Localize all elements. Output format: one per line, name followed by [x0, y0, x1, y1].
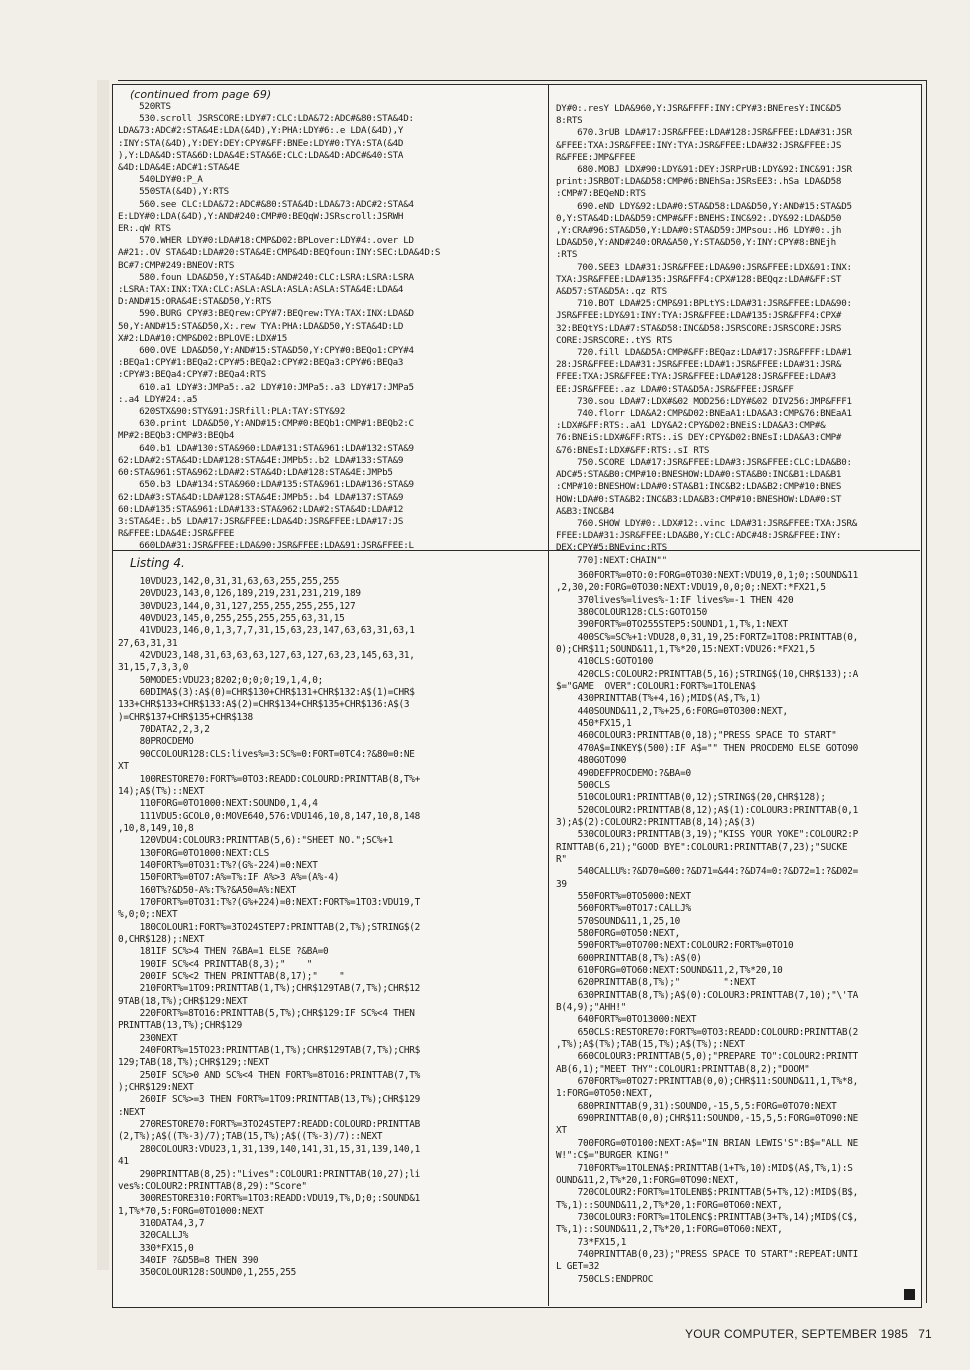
- code-line: ER:.qW RTS: [118, 223, 171, 235]
- code-line: 430PRINTTAB(T%+4,16);MID$(A$,T%,1): [556, 693, 761, 705]
- listing-title: Listing 4.: [130, 556, 185, 570]
- code-line: &4D:LDA&4E:ADC#1:STA&4E: [118, 162, 240, 174]
- code-line: 440SOUND&11,2,T%+25,6:FORG=0TO300:NEXT,: [556, 705, 788, 717]
- code-line: D:AND#15:ORA&4E:STA&D50,Y:RTS: [118, 296, 272, 308]
- code-line: ,2,30,20:FORG=0TO30:NEXT:VDU19,0,0;0;:NEXT:*FX21,5: [556, 582, 826, 594]
- code-line: 750.SCORE LDA#17:JSR&FFEE:LDA#3:JSR&FFEE:CLC:LDA&B0:: [556, 456, 852, 468]
- code-line: 420CLS:COLOUR2:PRINTTAB(5,16);STRING$(10,CHR$133);:A: [556, 668, 859, 680]
- code-line: R": [556, 853, 567, 865]
- code-line: 500CLS: [556, 779, 610, 791]
- code-line: 129;TAB(18,T%);CHR$129;:NEXT: [118, 1057, 270, 1069]
- code-line: :NEXT: [118, 1106, 145, 1118]
- code-line: 460COLOUR3:PRINTTAB(0,18);"PRESS SPACE TO START": [556, 730, 837, 742]
- code-line: DEX:CPY#5:BNEvinc:RTS: [556, 542, 667, 554]
- code-line: TXA:JSR&FFEE:LDA#135:JSR&FFF4:CPX#128:BEQqz:LDA#&FF:ST: [556, 273, 842, 285]
- code-line: 62:LDA#3:STA&4D:LDA#128:STA&4E:JMPb5:.b4 LDA#137:STA&9: [118, 491, 404, 503]
- code-line: 3);A$(2):COLOUR2:PRINTTAB(8,14);A$(3): [556, 816, 756, 828]
- code-line: 370lives%=lives%-1:IF lives%=-1 THEN 420: [556, 594, 794, 606]
- code-line: 76:BNEiS:LDX#&FF:RTS:.iS DEY:CPY&D02:BNEsI:LDA&A3:CMP#: [556, 432, 842, 444]
- page-edge: [97, 80, 109, 1270]
- code-line: 1,T%*70,5:FORG=0TO1000:NEXT: [118, 1205, 264, 1217]
- code-line: :LSRA:TAX:INX:TXA:CLC:ASLA:ASLA:ASLA:ASLA:STA&4E:LDA&4: [118, 284, 404, 296]
- code-line: 400SC%=SC%+1:VDU28,0,31,19,25:FORTZ=1TO8:PRINTTAB(0,: [556, 631, 859, 643]
- code-line: DY#0:.resY LDA&960,Y:JSR&FFFF:INY:CPY#3:BNEresY:INC&D5: [556, 103, 842, 114]
- code-line: 41VDU23,146,0,1,3,7,7,31,15,63,23,147,63,63,31,63,1: [118, 625, 415, 637]
- page-footer: [685, 1327, 932, 1341]
- code-line: 220FORT%=8TO16:PRINTTAB(5,T%);CHR$129:IF SC%<4 THEN: [118, 1008, 415, 1020]
- code-line: 650CLS:RESTORE70:FORT%=0TO3:READD:COLOURD:PRINTTAB(2: [556, 1026, 859, 1038]
- code-column-bottom-right: [556, 570, 916, 1292]
- code-line: 600.OVE LDA&D50,Y:AND#15:STA&D50,Y:CPY#0:BEQo1:CPY#4: [118, 345, 414, 357]
- code-column-top-left: [118, 101, 538, 552]
- code-line: 120VDU4:COLOUR3:PRINTTAB(5,6):"SHEET NO.";SC%+1: [118, 835, 394, 847]
- code-line: XT: [556, 1125, 567, 1137]
- code-line: 260IF SC%>=3 THEN FORT%=1TO9:PRINTTAB(13,T%);CHR$129: [118, 1094, 421, 1106]
- code-line: :BEQa1:CPY#1:BEQa2:CPY#5:BEQa2:CPY#2:BEQa3:CPY#6:BEQa3: [118, 357, 404, 369]
- code-line: 610FORG=0TO60:NEXT:SOUND&11,2,T%*20,10: [556, 965, 783, 976]
- code-line: 210FORT%=1TO9:PRINTTAB(1,T%);CHR$129TAB(7,T%);CHR$12: [118, 983, 421, 995]
- code-line: 62:LDA#2:STA&4D:LDA#128:STA&4E:JMPb5:.b2 LDA#133:STA&9: [118, 454, 404, 466]
- code-line: 111VDU5:GCOL0,0:MOVE640,576:VDU146,10,8,147,10,8,148: [118, 810, 421, 822]
- code-line: 700FORG=0TO100:NEXT:A$="IN BRIAN LEWIS'S":B$="ALL NE: [556, 1137, 859, 1149]
- code-line: ),Y:LDA&4D:STA&6D:LDA&4E:STA&6E:CLC:LDA&4D:ADC#&40:STA: [118, 149, 404, 161]
- code-line: BC#7:CMP#249:BNEOV:RTS: [118, 259, 235, 271]
- code-line: 250IF SC%>0 AND SC%<4 THEN FORT%=8TO16:PRINTTAB(7,T%: [118, 1069, 421, 1081]
- code-line: 230NEXT: [118, 1032, 178, 1044]
- code-line: FFEE:LDA#31:JSR&FFEE:LDA&B0,Y:CLC:ADC#48:JSR&FFEE:INY:: [556, 530, 842, 542]
- code-line: print:JSRBOT:LDA&D58:CMP#6:BNEhSa:JSRsEE3:.hSa LDA&D58: [556, 176, 842, 188]
- code-line: 670.3rUB LDA#17:JSR&FFEE:LDA#128:JSR&FFEE:LDA#31:JSR: [556, 127, 852, 139]
- code-line: 100RESTORE70:FORT%=0TO3:READD:COLOURD:PRINTTAB(8,T%+: [118, 773, 421, 785]
- code-line: 41: [118, 1156, 129, 1168]
- code-line: 30VDU23,144,0,31,127,255,255,255,255,127: [118, 600, 356, 612]
- code-line: 280COLOUR3:VDU23,1,31,139,140,141,31,15,31,139,140,1: [118, 1143, 421, 1155]
- code-line: 90CCOLOUR128:CLS:lives%=3:SC%=0:FORT=0TC4:?&80=0:NE: [118, 748, 415, 760]
- code-line: 80PROCDEMO: [118, 736, 194, 748]
- code-line: 530.scroll JSRSCORE:LDY#7:CLC:LDA&72:ADC#&80:STA&4D:: [118, 113, 414, 125]
- code-line: 40VDU23,145,0,255,255,255,255,63,31,15: [118, 613, 345, 625]
- code-line: 270RESTORE70:FORT%=3TO24STEP7:READD:COLOURD:PRINTTAB: [118, 1119, 421, 1131]
- code-line: &FFEE:TXA:JSR&FFEE:INY:TYA:JSR&FFEE:LDA#32:JSR&FFEE:JS: [556, 139, 842, 151]
- code-line: 760.SHOW LDY#0:.LDX#12:.vinc LDA#31:JSR&FFEE:TXA:JSR&: [556, 517, 858, 529]
- code-line: 140FORT%=0TO31:T%?(G%-224)=0:NEXT: [118, 859, 318, 871]
- code-line: 60:LDA#135:STA&961:LDA#133:STA&962:LDA#2:STA&4D:LDA#12: [118, 503, 404, 515]
- end-of-listing-mark: [904, 1289, 915, 1300]
- code-line: 340IF ?&D5B=8 THEN 390: [118, 1254, 259, 1266]
- code-line: 350COLOUR128:SOUND0,1,255,255: [118, 1267, 297, 1279]
- code-line: L GET=32: [556, 1261, 600, 1273]
- code-line: 32:BEQtYS:LDA#7:STA&D58:INC&D58:JSRSCORE:JSRSCORE:JSRS: [556, 322, 842, 334]
- code-line: 150FORT%=0TO7:A%=T%:IF A%>3 A%=(A%-4): [118, 872, 340, 884]
- code-line: &76:BNEsI:LDX#&FF:RTS:.sI RTS: [556, 444, 710, 456]
- code-line: 50MODE5:VDU23;8202;0;0;0;19,1,4,0;: [118, 674, 323, 686]
- code-line: 730COLOUR3:FORT%=1TOLENC$:PRINTTAB(3+T%,14);MID$(C$,: [556, 1211, 859, 1223]
- code-line: 170FORT%=0TO31:T%?(G%+224)=0:NEXT:FORT%=1TO3:VDU19,T: [118, 896, 421, 908]
- code-line: 50,Y:AND#15:STA&D50,X:.rew TYA:PHA:LDA&D50,Y:STA&4D:LD: [118, 320, 404, 332]
- magazine-issue: YOUR COMPUTER, SEPTEMBER 1985: [685, 1327, 909, 1341]
- code-line: 28:JSR&FFEE:LDA#31:JSR&FFEE:LDA#1:JSR&FFEE:LDA#31:JSR&: [556, 359, 842, 371]
- code-line: 27,63,31,31: [118, 637, 178, 649]
- code-line: 660COLOUR3:PRINTTAB(5,0);"PREPARE TO":COLOUR2:PRINTT: [556, 1051, 859, 1063]
- code-line: 610.a1 LDY#3:JMPa5:.a2 LDY#10:JMPa5:.a3 LDY#17:JMPa5: [118, 381, 414, 393]
- code-line: ,Y:CRA#96:STA&D50,Y:LDA#0:STA&D59:JMPsou:.H6 LDY#0:.jh: [556, 225, 842, 237]
- code-line: 480GOTO90: [556, 755, 627, 767]
- code-line: EE:JSR&FFEE:.az LDA#0:STA&D5A:JSR&FFEE:JSR&FF: [556, 383, 794, 395]
- code-line: 73*FX15,1: [556, 1236, 627, 1248]
- code-line: 160T%?&D50-A%:T%?&A50=A%:NEXT: [118, 884, 297, 896]
- code-line: 750CLS:ENDPROC: [556, 1273, 654, 1285]
- code-line: :RTS: [556, 249, 578, 261]
- code-line: T%,1)::SOUND&11,2,T%*20,1:FORG=0TO60:NEXT,: [556, 1199, 783, 1211]
- code-line: T%,1)::SOUND&11,2,T%*20,1:FORG=0TO60:NEXT,: [556, 1224, 783, 1236]
- code-line: 42VDU23,148,31,63,63,63,127,63,127,63,23,145,63,31,: [118, 650, 415, 662]
- code-line: 470A$=INKEY$(500):IF A$="" THEN PROCDEMO ELSE GOTO90: [556, 742, 859, 754]
- code-line: 700.SEE3 LDA#31:JSR&FFEE:LDA&90:JSR&FFEE:LDX&91:INX:: [556, 261, 852, 273]
- code-line: A#21:.OV STA&4D:LDA#20:STA&4E:CMP&4D:BEQfoun:INY:SEC:LDA&4D:S: [118, 247, 441, 259]
- code-line: :INY:STA(&4D),Y:DEY:DEY:CPY#&FF:BNEe:LDY#0:TYA:STA(&4D: [118, 137, 404, 149]
- code-line: %,0;0;:NEXT: [118, 909, 178, 921]
- code-line: 520COLOUR2:PRINTTAB(8,12);A$(1):COLOUR3:PRINTTAB(0,1: [556, 804, 859, 816]
- code-line: :CMP#7:BEQeND:RTS: [556, 188, 646, 200]
- code-line: ,10,8,149,10,8: [118, 822, 194, 834]
- code-line: 8:RTS: [556, 115, 583, 127]
- code-line: 1:FORG=0TO50:NEXT,: [556, 1088, 654, 1100]
- code-line: MP#2:BEQb3:CMP#3:BEQb4: [118, 430, 235, 442]
- code-line: 14);A$(T%)::NEXT: [118, 785, 205, 797]
- code-line: 690.eND LDY&92:LDA#0:STA&D58:LDA&D50,Y:AND#15:STA&D5: [556, 200, 852, 212]
- page-number: 71: [918, 1327, 932, 1341]
- code-line: 690PRINTTAB(0,0);CHR$11:SOUND0,-15,5,5:FORG=0TO90:NE: [556, 1113, 859, 1125]
- code-line: ves%:COLOUR2:PRINTTAB(8,29):"Score": [118, 1180, 307, 1192]
- code-line: :LDX#&FF:RTS:.aA1 LDY&A2:CPY&D02:BNEiS:LDA&A3:CMP#&: [556, 420, 826, 432]
- code-line: 10VDU23,142,0,31,31,63,63,255,255,255: [118, 576, 340, 587]
- code-line: 110FORG=0TO1000:NEXT:SOUND0,1,4,4: [118, 798, 318, 810]
- code-line: W!":C$="BURGER KING!": [556, 1150, 670, 1162]
- code-line: 9TAB(18,T%);CHR$129:NEXT: [118, 995, 248, 1007]
- column-divider: [548, 84, 549, 1306]
- code-line: JSR&FFEE:LDY&91:INY:TYA:JSR&FFEE:LDA#135:JSR&FFF4:CPX#: [556, 310, 842, 322]
- code-line: 290PRINTTAB(8,25):"Lives":COLOUR1:PRINTTAB(10,27);li: [118, 1168, 421, 1180]
- code-line: 650.b3 LDA#134:STA&960:LDA#135:STA&961:LDA#136:STA&9: [118, 479, 414, 491]
- code-line: 39: [556, 878, 567, 890]
- code-line: );CHR$129:NEXT: [118, 1082, 194, 1094]
- code-line: 180COLOUR1:FORT%=3TO24STEP7:PRINTTAB(2,T%);STRING$(2: [118, 921, 421, 933]
- code-line: 310DATA4,3,7: [118, 1217, 205, 1229]
- code-line: 680PRINTTAB(9,31):SOUND0,-15,5,5:FORG=0TO70:NEXT: [556, 1100, 837, 1112]
- code-line: 730.sou LDA#7:LDX#&02 MOD256:LDY#&02 DIV256:JMP&FFF1: [556, 395, 852, 407]
- code-line: 130FORG=0TO1000:NEXT:CLS: [118, 847, 270, 859]
- code-line: ADC#5:STA&B0:CMP#10:BNESHOW:LDA#0:STA&B0:INC&B1:LDA&B1: [556, 469, 842, 481]
- code-line: 510COLOUR1:PRINTTAB(0,12);STRING$(20,CHR$128);: [556, 792, 826, 804]
- code-line: 560FORT%=0TO17:CALLJ%: [556, 903, 691, 915]
- code-line: 720COLOUR2:FORT%=1TOLENB$:PRINTTAB(5+T%,12):MID$(B$,: [556, 1187, 859, 1199]
- code-line: 3:STA&4E:.b5 LDA#17:JSR&FFEE:LDA&4D:JSR&FFEE:LDA#17:JS: [118, 515, 404, 527]
- code-line: )=CHR$137+CHR$135+CHR$138: [118, 711, 253, 723]
- code-line: FFEE:TXA:JSR&FFEE:TYA:JSR&FFEE:LDA#128:JSR&FFEE:LDA#3: [556, 371, 836, 383]
- code-line: 60DIMA$(3):A$(0)=CHR$130+CHR$131+CHR$132:A$(1)=CHR$: [118, 687, 415, 699]
- continued-note: (continued from page 69): [130, 88, 272, 101]
- code-line: 580FORG=0TO50:NEXT,: [556, 927, 681, 939]
- code-line: 620PRINTTAB(8,T%);" ":NEXT: [556, 977, 756, 989]
- code-line: 640FORT%=0TO13000:NEXT: [556, 1014, 697, 1026]
- code-line: 490DEFPROCDEMO:?&BA=0: [556, 767, 691, 779]
- code-line: (2,T%);A$((T%-3)/7);TAB(15,T%);A$((T%-3)/7)::NEXT: [118, 1131, 383, 1143]
- code-line: R&FFEE:JMP&FFEE: [556, 151, 636, 163]
- code-line: :CPY#3:BEQa4:CPY#7:BEQa4:RTS: [118, 369, 266, 381]
- code-line: ,T%);A$(T%);TAB(15,T%);A$(T%);:NEXT: [556, 1039, 745, 1051]
- code-line: 550FORT%=0TO5000:NEXT: [556, 890, 691, 902]
- code-line: :CMP#10:BNESHOW:LDA#0:STA&B1:INC&B2:LDA&B2:CMP#10:BNES: [556, 481, 842, 493]
- code-line: 630PRINTTAB(8,T%);A$(0):COLOUR3:PRINTTAB(7,10);"\'TA: [556, 989, 859, 1001]
- code-column-bottom-left: [118, 576, 543, 1288]
- code-line: $="GAME OVER":COLOUR1:FORT%=1TOLENA$: [556, 681, 756, 693]
- code-line: LDA&73:ADC#2:STA&4E:LDA(&4D),Y:PHA:LDY#6:.e LDA(&4D),Y: [118, 125, 404, 137]
- code-line: 660LDA#31:JSR&FFEE:LDA&90:JSR&FFEE:LDA&91:JSR&FFEE:L: [118, 540, 414, 552]
- code-line: 550STA(&4D),Y:RTS: [118, 186, 229, 198]
- code-line: 133+CHR$133+CHR$133:A$(2)=CHR$134+CHR$135+CHR$136:A$(3: [118, 699, 410, 711]
- code-line: HOW:LDA#0:STA&B2:INC&B3:LDA&B3:CMP#10:BNESHOW:LDA#0:ST: [556, 493, 842, 505]
- code-line: 380COLOUR128:CLS:GOTO150: [556, 607, 708, 619]
- code-line: 20VDU23,143,0,126,189,219,231,231,219,189: [118, 588, 361, 600]
- code-line: 680.MOBJ LDX#90:LDY&91:DEY:JSRPrUB:LDY&92:INC&91:JSR: [556, 164, 852, 176]
- code-line: 710FORT%=1TOLENA$:PRINTTAB(1+T%,10):MID$(A$,T%,1):S: [556, 1162, 853, 1174]
- code-line: 740.florr LDA&A2:CMP&D02:BNEaA1:LDA&A3:CMP&76:BNEaA1: [556, 408, 852, 420]
- code-line: 540CALLU%:?&D70=&00:?&D71=&44:?&D74=0:?&D72=1:?&D02=: [556, 866, 859, 878]
- code-line: 630.print LDA&D50,Y:AND#15:CMP#0:BEQb1:CMP#1:BEQb2:C: [118, 418, 414, 430]
- code-line: 540LDY#0:P_A: [118, 174, 203, 186]
- code-line: 181IF SC%>4 THEN ?&BA=1 ELSE ?&BA=0: [118, 946, 329, 958]
- code-line: 570SOUND&11,1,25,10: [556, 915, 681, 927]
- code-line: X#2:LDA#10:CMP&D02:BPLOVE:LDX#15: [118, 332, 288, 344]
- code-line: 0);CHR$11;SOUND&11,1,T%*20,15:NEXT:VDU26:*FX21,5: [556, 644, 815, 656]
- code-line: 0,Y:STA&4D:LDA&D59:CMP#&FF:BNEHS:INC&92:.DY&92:LDA&D50: [556, 212, 842, 224]
- code-line: LDA&D50,Y:AND#240:ORA&A50,Y:STA&D50,Y:INY:CPY#8:BNEjh: [556, 237, 836, 249]
- code-line: 520RTS: [118, 101, 171, 112]
- code-line: 330*FX15,0: [118, 1242, 194, 1254]
- code-line: 560.see CLC:LDA&72:ADC#&80:STA&4D:LDA&73:ADC#2:STA&4: [118, 198, 414, 210]
- code-line: A&D57:STA&D5A:.qz RTS: [556, 286, 667, 298]
- code-line: A&B3:INC&B4: [556, 505, 615, 517]
- code-line: :.a4 LDY#24:.a5: [118, 393, 198, 405]
- code-line: 590FORT%=0TO700:NEXT:COLOUR2:FORT%=0TO10: [556, 940, 794, 952]
- code-line: RINTTAB(6,21);"GOOD BYE":COLOUR1:PRINTTAB(7,23);"SUCKE: [556, 841, 848, 853]
- code-line: 60:STA&961:STA&962:LDA#2:STA&4D:LDA#128:STA&4E:JMPb5: [118, 467, 393, 479]
- code-line: 620STX&90:STY&91:JSRfill:PLA:TAY:STY&92: [118, 406, 346, 418]
- code-line: OUND&11,2,T%*20,1:FORG=0TO90:NEXT,: [556, 1174, 740, 1186]
- code-line: PRINTTAB(13,T%);CHR$129: [118, 1020, 243, 1032]
- code-line: 570.WHER LDY#0:LDA#18:CMP&D02:BPLover:LDY#4:.over LD: [118, 235, 414, 247]
- code-line: R&FFEE:LDA&4E:JSR&FFEE: [118, 528, 235, 540]
- code-line: AB(6,1);"MEET THY":COLOUR1:PRINTTAB(8,2);"DOOM": [556, 1063, 810, 1075]
- code-line: 710.BOT LDA#25:CMP&91:BPLtYS:LDA#31:JSR&FFEE:LDA&90:: [556, 298, 852, 310]
- code-line: 70DATA2,2,3,2: [118, 724, 210, 736]
- code-line: CORE:JSRSCORE:.tYS RTS: [556, 334, 673, 346]
- code-line: B(4,9);"AHH!": [556, 1002, 627, 1014]
- code-line: 450*FX15,1: [556, 718, 632, 730]
- code-line: 410CLS:GOTO100: [556, 656, 654, 668]
- code-line: 31,15,7,3,3,0: [118, 662, 189, 674]
- code-line: 390FORT%=0TO255STEP5:SOUND1,1,T%,1:NEXT: [556, 619, 788, 631]
- code-line: 590.BURG CPY#3:BEQrew:CPY#7:BEQrew:TYA:TAX:INX:LDA&D: [118, 308, 414, 320]
- code-line: 240FORT%=15TO23:PRINTTAB(1,T%);CHR$129TAB(7,T%);CHR$: [118, 1045, 421, 1057]
- code-line: 200IF SC%<2 THEN PRINTTAB(8,17);" ": [118, 971, 345, 982]
- code-column-top-right: [556, 103, 916, 566]
- code-line: 720.fill LDA&D5A:CMP#&FF:BEQaz:LDA#17:JSR&FFFF:LDA#1: [556, 347, 852, 359]
- code-line: XT: [118, 761, 129, 773]
- code-line: 600PRINTTAB(8,T%):A$(0): [556, 952, 702, 964]
- code-line: 580.foun LDA&D50,Y:STA&4D:AND#240:CLC:LSRA:LSRA:LSRA: [118, 271, 414, 283]
- code-line: 670FORT%=0TO27:PRINTTAB(0,0);CHR$11:SOUND&11,1,T%*8,: [556, 1076, 859, 1088]
- code-line: 770]:NEXT:CHAIN"": [556, 554, 667, 566]
- code-line: 640.b1 LDA#130:STA&960:LDA#131:STA&961:LDA#132:STA&9: [118, 442, 414, 454]
- code-line: 360FORT%=0TO:0:FORG=0TO30:NEXT:VDU19,0,1;0;:SOUND&11: [556, 570, 859, 581]
- code-line: 190IF SC%<4 PRINTTAB(8,3);" ": [118, 958, 313, 970]
- code-line: 300RESTORE310:FORT%=1TO3:READD:VDU19,T%,D;0;:SOUND&1: [118, 1193, 421, 1205]
- code-line: 530COLOUR3:PRINTTAB(3,19);"KISS YOUR YOKE":COLOUR2:P: [556, 829, 859, 841]
- code-line: E:LDY#0:LDA(&4D),Y:AND#240:CMP#0:BEQqW:JSRscroll:JSRWH: [118, 210, 404, 222]
- code-line: 0,CHR$128);:NEXT: [118, 933, 205, 945]
- code-line: 320CALLJ%: [118, 1230, 189, 1242]
- code-line: 740PRINTTAB(0,23);"PRESS SPACE TO START":REPEAT:UNTI: [556, 1248, 859, 1260]
